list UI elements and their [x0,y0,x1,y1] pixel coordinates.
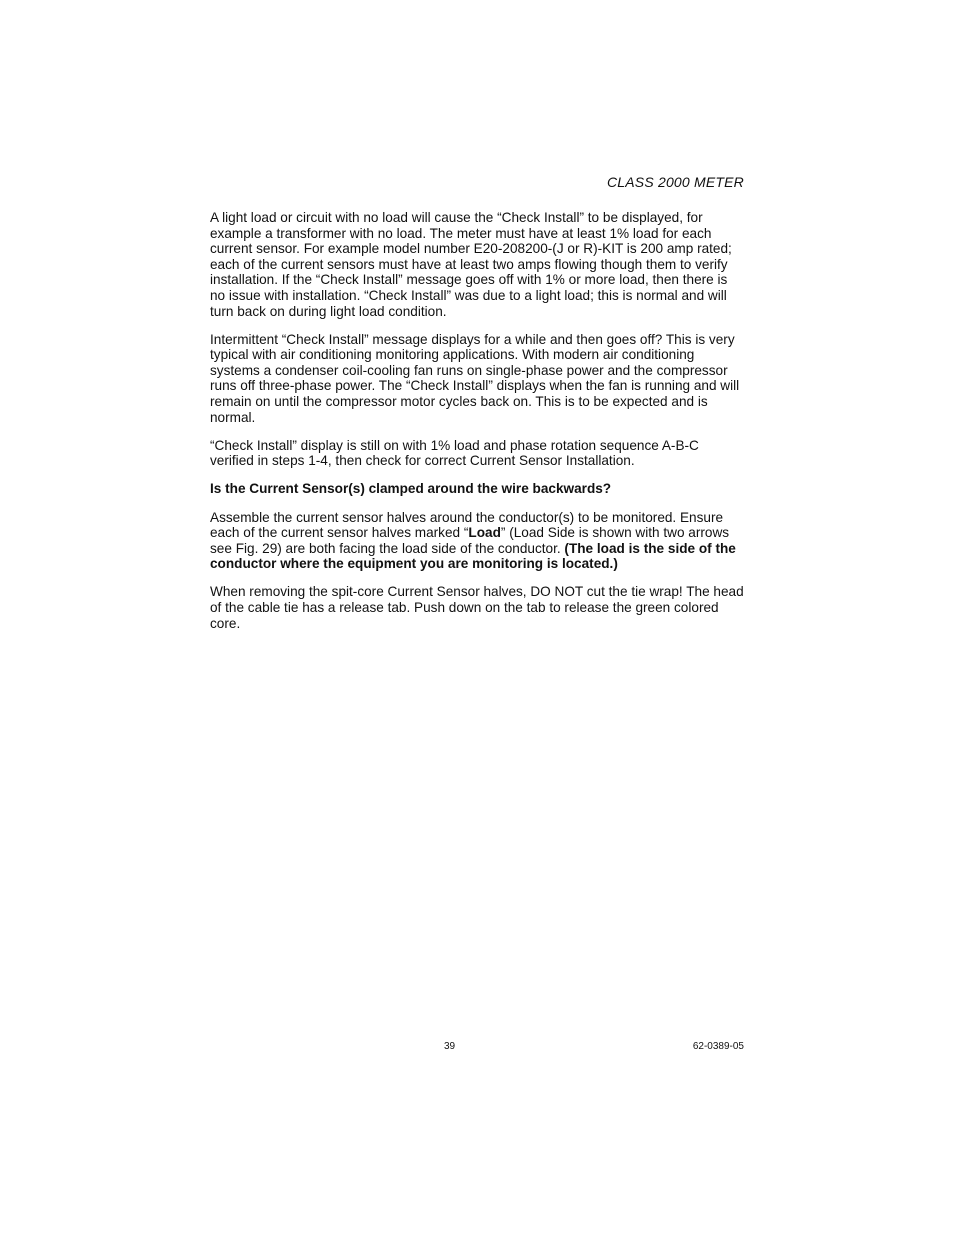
document-number: 62-0389-05 [692,1041,744,1052]
paragraph-still-on: “Check Install” display is still on with 1% load and phase rotation sequence A-B-C verified in steps 1-4, then check for correct Current Sensor Installation. [210,437,699,469]
load-label: Load [468,525,501,541]
assemble-text-2: ” (Load Side is shown with two arrows see Fig. 29) are both facing the load side of the conductor. [210,525,730,556]
page-number: 39 [444,1041,456,1052]
paragraph-assemble [210,510,746,572]
load-definition: (The load is the side of the conductor where the equipment you are monitoring is located.) [210,540,736,572]
body-text [210,210,746,644]
running-header: CLASS 2000 METER [606,174,744,190]
assemble-text-1: Assemble the current sensor halves around the conductor(s) to be monitored. Ensure each of the current sensor halves marked “ [210,509,724,541]
paragraph-intermittent: Intermittent “Check Install” message displays for a while and then goes off? This is very typical with air conditioning monitoring applications. With modern air conditioning systems a condenser coil-cooling fan runs on single-phase power and the compressor runs off three-phase power. The “Check Install” displays when the fan is running and will remain on until the compressor motor cycles back on. This is to be expected and is normal. [210,331,740,425]
paragraph-light-load: A light load or circuit with no load will cause the “Check Install” to be displayed, for example a transformer with no load. The meter must have at least 1% load for each current sensor. For example model number E20-208200-(J or R)-KIT is 200 amp rated; each of the current sensors must have at least two amps flowing though them to verify installation. If the “Check Install” message goes off with 1% or more load, then there is no issue with installation. “Check Install” was due to a light load; this is normal and will turn back on during light load condition. [210,210,732,319]
paragraph-removal: When removing the spit-core Current Sensor halves, DO NOT cut the tie wrap! The head of the cable tie has a release tab. Push down on the tab to release the green colored core. [210,584,744,631]
section-heading: Is the Current Sensor(s) clamped around the wire backwards? [210,481,612,497]
